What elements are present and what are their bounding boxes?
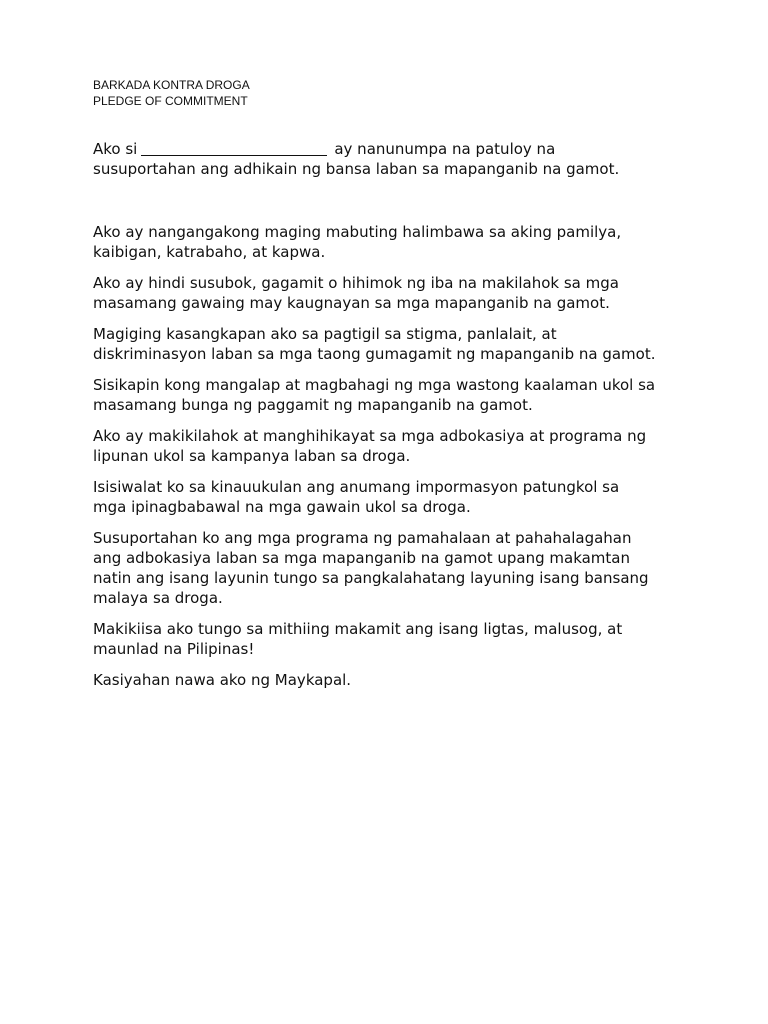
paragraph-line: kaibigan, katrabaho, at kapwa. [93,243,326,261]
intro-prefix: Ako si [93,140,138,158]
paragraph-line: lipunan ukol sa kampanya laban sa droga. [93,447,411,465]
name-blank-line[interactable] [141,141,327,156]
pledge-intro-line-1 [93,139,693,159]
paragraph-line: malaya sa droga. [93,589,223,607]
paragraph-line: masamang gawaing may kaugnayan sa mga mapanganib na gamot. [93,294,610,312]
paragraph-line: maunlad na Pilipinas! [93,640,255,658]
pledge-paragraph [93,222,693,262]
paragraph-line: Isisiwalat ko sa kinauukulan ang anumang impormasyon patungkol sa [93,478,620,496]
pledge-paragraph [93,528,693,608]
intro-suffix: ay nanunumpa na patuloy na [334,140,556,158]
header-subtitle: PLEDGE OF COMMITMENT [93,94,248,108]
paragraph-line: masamang bunga ng paggamit ng mapanganib na gamot. [93,396,533,414]
pledge-paragraph [93,273,693,313]
pledge-intro [93,139,693,179]
header-title: BARKADA KONTRA DROGA [93,78,250,92]
paragraph-line: Susuportahan ko ang mga programa ng pamahalaan at pahahalagahan [93,529,632,547]
pledge-paragraph [93,670,693,690]
paragraph-line: Sisikapin kong mangalap at magbahagi ng mga wastong kaalaman ukol sa [93,376,656,394]
document-header [93,77,250,109]
pledge-paragraph [93,426,693,466]
paragraph-line: ang adbokasiya laban sa mga mapanganib na gamot upang makamtan [93,549,630,567]
paragraph-line: Ako ay nangangakong maging mabuting halimbawa sa aking pamilya, [93,223,622,241]
paragraph-line: Ako ay hindi susubok, gagamit o hihimok ng iba na makilahok sa mga [93,274,619,292]
pledge-intro-line-2: susuportahan ang adhikain ng bansa laban sa mapanganib na gamot. [93,160,620,178]
paragraph-line: mga ipinagbabawal na mga gawain ukol sa droga. [93,498,471,516]
pledge-paragraph [93,619,693,659]
pledge-paragraph [93,324,693,364]
paragraph-line: natin ang isang layunin tungo sa pangkalahatang layuning isang bansang [93,569,649,587]
pledge-body [93,139,693,701]
paragraph-line: Magiging kasangkapan ako sa pagtigil sa stigma, panlalait, at [93,325,557,343]
paragraph-line: Ako ay makikilahok at manghihikayat sa mga adbokasiya at programa ng [93,427,647,445]
paragraph-line: Makikiisa ako tungo sa mithiing makamit ang isang ligtas, malusog, at [93,620,623,638]
pledge-paragraph [93,375,693,415]
pledge-paragraph [93,477,693,517]
paragraph-line: diskriminasyon laban sa mga taong gumagamit ng mapanganib na gamot. [93,345,656,363]
paragraph-line: Kasiyahan nawa ako ng Maykapal. [93,671,352,689]
